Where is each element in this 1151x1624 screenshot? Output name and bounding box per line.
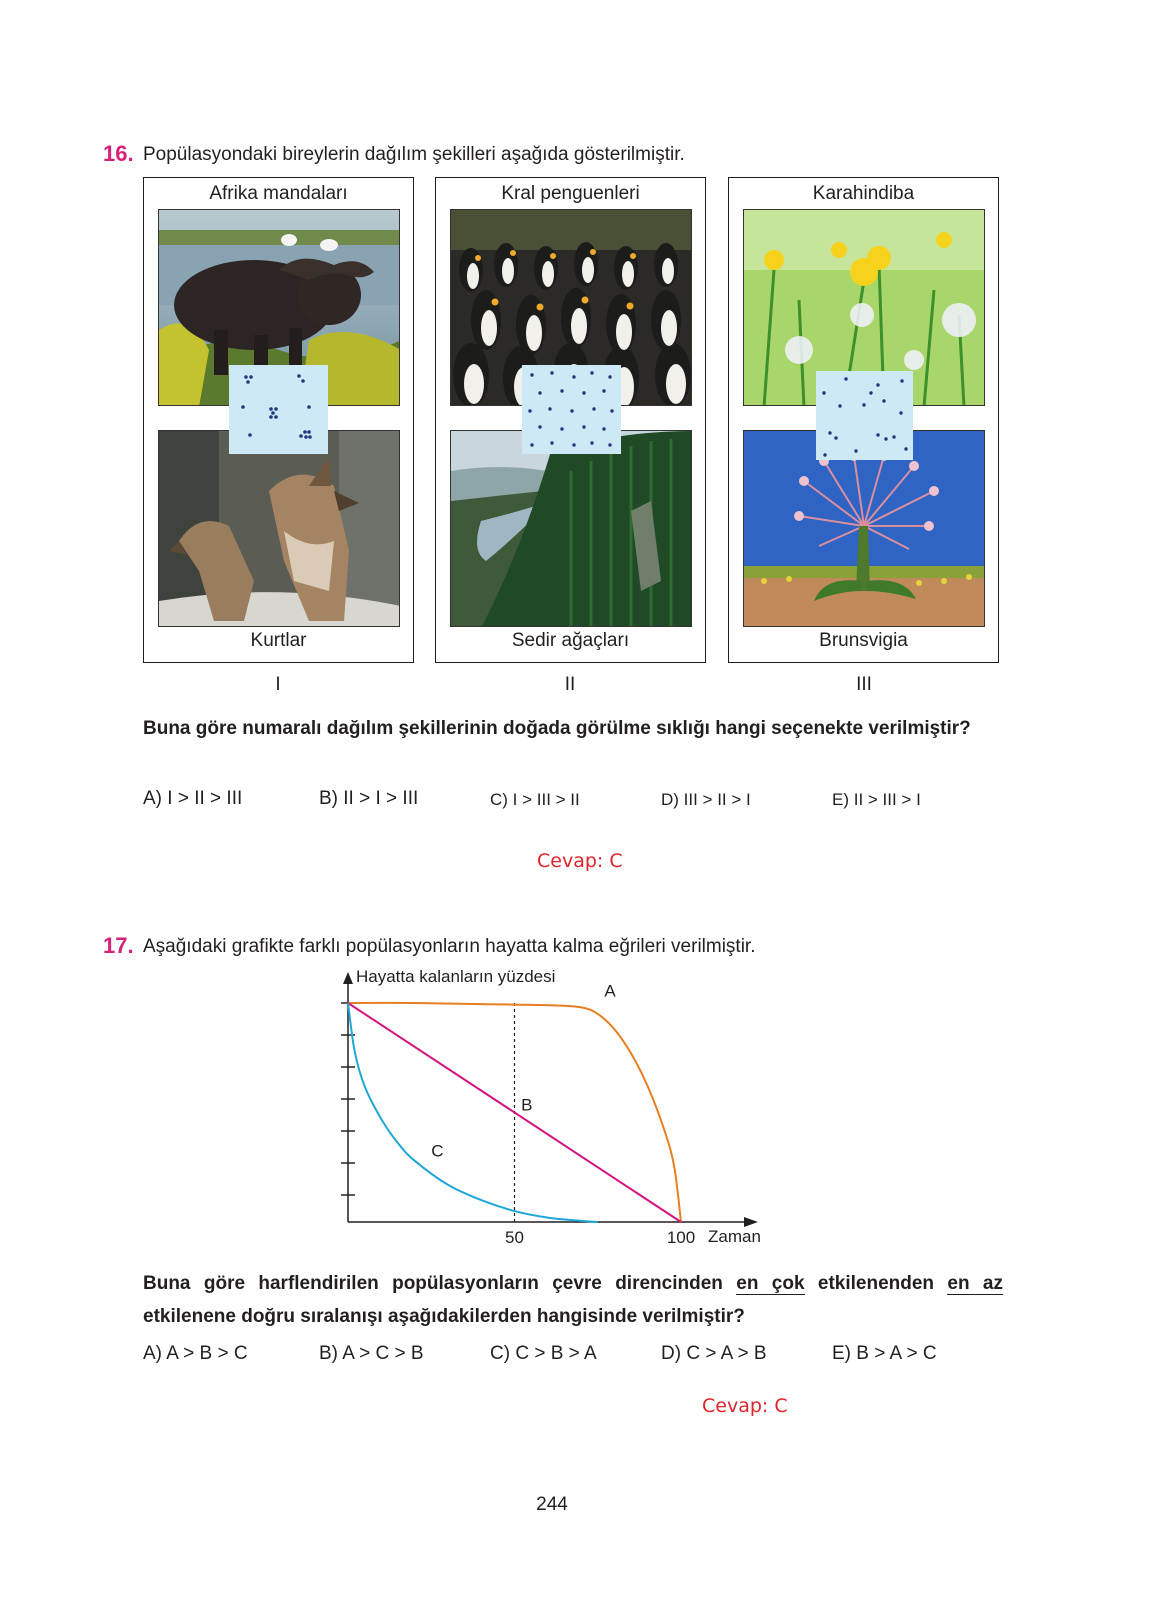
series-label-a: A — [604, 981, 616, 1001]
roman-label-2: II — [564, 674, 576, 695]
q16-option-d[interactable]: D) III > II > I — [661, 790, 751, 809]
series-label-c: C — [431, 1141, 444, 1161]
box-3-top-label: Karahindiba — [812, 183, 915, 204]
question-17-intro: Aşağıdaki grafikte farklı popülasyonların hayatta kalma eğrileri verilmiştir. — [143, 936, 756, 957]
series-label-b: B — [521, 1095, 533, 1115]
q17-option-e[interactable]: E) B > A > C — [832, 1343, 937, 1364]
q16-option-c[interactable]: C) I > III > II — [490, 790, 580, 809]
q17-answer: Cevap: C — [702, 1395, 788, 1417]
q17-option-d[interactable]: D) C > A > B — [661, 1343, 767, 1364]
cedar-trees-photo — [450, 430, 692, 627]
box-2-top-label: Kral penguenleri — [501, 183, 640, 204]
question-16-prompt: Buna göre numaralı dağılım şekillerinin doğada görülme sıklığı hangi seçenekte verilmiştir? — [143, 718, 971, 739]
distribution-box-2 — [435, 177, 706, 663]
clumped-distribution-diagram — [229, 365, 328, 454]
x-axis-arrow — [744, 1217, 758, 1227]
q17-option-b[interactable]: B) A > C > B — [319, 1343, 424, 1364]
distribution-box-3 — [728, 177, 999, 663]
uniform-distribution-diagram — [522, 365, 621, 454]
box-1-top-label: Afrika mandaları — [209, 183, 348, 204]
roman-label-3: III — [856, 674, 872, 695]
question-17-prompt — [143, 1267, 1003, 1333]
question-17-number: 17. — [103, 933, 134, 958]
q16-option-a[interactable]: A) I > II > III — [143, 788, 243, 809]
x-axis-label: Zaman — [708, 1227, 761, 1246]
series-c-curve — [348, 1003, 598, 1222]
box-2-bottom-label: Sedir ağaçları — [511, 630, 630, 651]
wolves-photo — [158, 430, 400, 627]
random-distribution-diagram — [816, 371, 913, 460]
q17-text-part-3: etkilenene doğru sıralanışı aşağıdakilerden hangisinde verilmiştir? — [143, 1306, 745, 1327]
q16-option-b[interactable]: B) II > I > III — [319, 788, 419, 809]
q17-text-part-1: Buna göre harflendirilen popülasyonların çevre direncinden — [143, 1273, 737, 1294]
x-tick-label-100: 100 — [666, 1228, 696, 1247]
q17-option-a[interactable]: A) A > B > C — [143, 1343, 248, 1364]
box-3-bottom-label: Brunsvigia — [819, 630, 908, 651]
q17-underline-most: en çok — [736, 1273, 805, 1294]
distribution-box-1 — [143, 177, 414, 663]
q17-option-c[interactable]: C) C > B > A — [490, 1343, 597, 1364]
page-number: 244 — [536, 1494, 568, 1515]
box-1-bottom-label: Kurtlar — [250, 630, 307, 651]
q17-underline-least: en az — [947, 1273, 1003, 1294]
y-axis-label: Hayatta kalanların yüzdesi — [356, 967, 556, 986]
q17-text-part-2: etkilenenden — [804, 1273, 948, 1294]
q16-option-e[interactable]: E) II > III > I — [832, 790, 921, 809]
question-16-number: 16. — [103, 141, 134, 166]
question-16-intro: Popülasyondaki bireylerin dağılım şekilleri aşağıda gösterilmiştir. — [143, 144, 685, 165]
x-tick-label-50: 50 — [505, 1228, 524, 1247]
q16-answer: Cevap: C — [537, 850, 623, 872]
roman-label-1: I — [275, 674, 281, 695]
y-axis-arrow — [343, 972, 353, 984]
survival-curve-chart — [300, 960, 800, 1260]
